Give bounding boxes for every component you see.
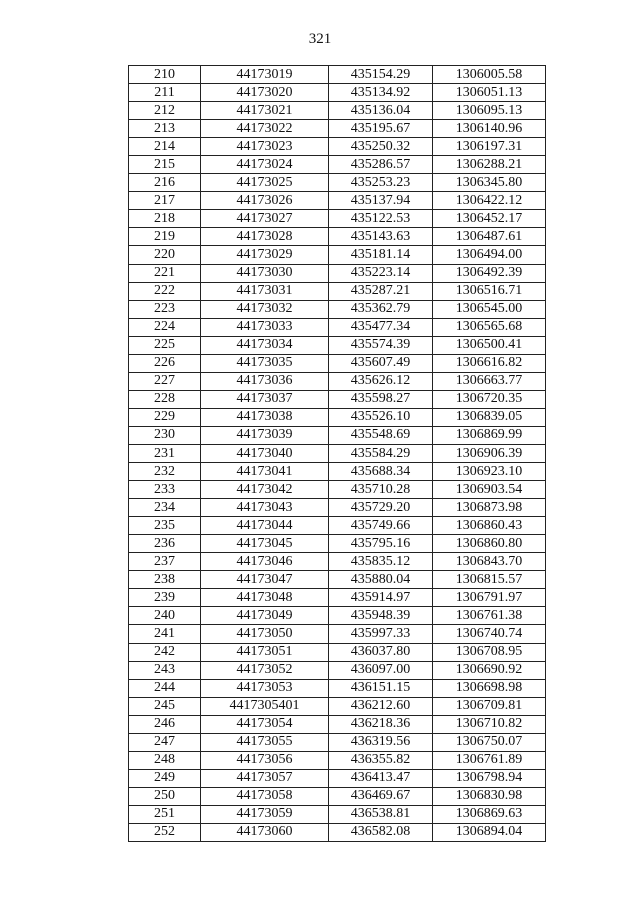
point-number-cell: 234 bbox=[129, 499, 201, 517]
point-id-cell: 44173045 bbox=[201, 535, 329, 553]
y-coordinate-cell: 1306843.70 bbox=[433, 553, 546, 571]
x-coordinate-cell: 435626.12 bbox=[329, 372, 433, 390]
x-coordinate-cell: 435122.53 bbox=[329, 210, 433, 228]
table-row bbox=[129, 679, 546, 697]
table-row bbox=[129, 246, 546, 264]
y-coordinate-cell: 1306815.57 bbox=[433, 571, 546, 589]
table-row bbox=[129, 426, 546, 444]
table-row bbox=[129, 805, 546, 823]
y-coordinate-cell: 1306005.58 bbox=[433, 66, 546, 84]
table-row bbox=[129, 589, 546, 607]
point-number-cell: 248 bbox=[129, 751, 201, 769]
point-number-cell: 211 bbox=[129, 84, 201, 102]
point-number-cell: 224 bbox=[129, 318, 201, 336]
point-number-cell: 250 bbox=[129, 787, 201, 805]
table-row bbox=[129, 643, 546, 661]
page-number: 321 bbox=[308, 31, 332, 47]
y-coordinate-cell: 1306051.13 bbox=[433, 84, 546, 102]
x-coordinate-cell: 435253.23 bbox=[329, 174, 433, 192]
y-coordinate-cell: 1306903.54 bbox=[433, 481, 546, 499]
point-number-cell: 212 bbox=[129, 102, 201, 120]
x-coordinate-cell: 435134.92 bbox=[329, 84, 433, 102]
x-coordinate-cell: 435997.33 bbox=[329, 625, 433, 643]
y-coordinate-cell: 1306860.80 bbox=[433, 535, 546, 553]
y-coordinate-cell: 1306708.95 bbox=[433, 643, 546, 661]
y-coordinate-cell: 1306492.39 bbox=[433, 264, 546, 282]
point-number-cell: 249 bbox=[129, 769, 201, 787]
point-number-cell: 244 bbox=[129, 679, 201, 697]
point-id-cell: 44173052 bbox=[201, 661, 329, 679]
x-coordinate-cell: 435154.29 bbox=[329, 66, 433, 84]
x-coordinate-cell: 435250.32 bbox=[329, 138, 433, 156]
point-number-cell: 221 bbox=[129, 264, 201, 282]
point-number-cell: 242 bbox=[129, 643, 201, 661]
point-number-cell: 245 bbox=[129, 697, 201, 715]
point-id-cell: 44173040 bbox=[201, 444, 329, 462]
y-coordinate-cell: 1306140.96 bbox=[433, 120, 546, 138]
x-coordinate-cell: 435710.28 bbox=[329, 481, 433, 499]
point-number-cell: 210 bbox=[129, 66, 201, 84]
y-coordinate-cell: 1306663.77 bbox=[433, 372, 546, 390]
table-row bbox=[129, 535, 546, 553]
point-id-cell: 44173056 bbox=[201, 751, 329, 769]
y-coordinate-cell: 1306698.98 bbox=[433, 679, 546, 697]
x-coordinate-cell: 435526.10 bbox=[329, 408, 433, 426]
x-coordinate-cell: 435181.14 bbox=[329, 246, 433, 264]
point-number-cell: 228 bbox=[129, 390, 201, 408]
point-id-cell: 44173030 bbox=[201, 264, 329, 282]
y-coordinate-cell: 1306798.94 bbox=[433, 769, 546, 787]
point-id-cell: 44173041 bbox=[201, 463, 329, 481]
point-id-cell: 44173035 bbox=[201, 354, 329, 372]
point-number-cell: 232 bbox=[129, 463, 201, 481]
table-row bbox=[129, 751, 546, 769]
table-row bbox=[129, 156, 546, 174]
table-row bbox=[129, 228, 546, 246]
point-id-cell: 44173034 bbox=[201, 336, 329, 354]
table-row bbox=[129, 138, 546, 156]
x-coordinate-cell: 436218.36 bbox=[329, 715, 433, 733]
y-coordinate-cell: 1306720.35 bbox=[433, 390, 546, 408]
table-row bbox=[129, 553, 546, 571]
point-number-cell: 252 bbox=[129, 823, 201, 841]
point-number-cell: 239 bbox=[129, 589, 201, 607]
x-coordinate-cell: 435287.21 bbox=[329, 282, 433, 300]
x-coordinate-cell: 436212.60 bbox=[329, 697, 433, 715]
point-id-cell: 44173023 bbox=[201, 138, 329, 156]
x-coordinate-cell: 436582.08 bbox=[329, 823, 433, 841]
point-id-cell: 44173033 bbox=[201, 318, 329, 336]
y-coordinate-cell: 1306545.00 bbox=[433, 300, 546, 318]
point-number-cell: 240 bbox=[129, 607, 201, 625]
table-row bbox=[129, 769, 546, 787]
y-coordinate-cell: 1306709.81 bbox=[433, 697, 546, 715]
point-id-cell: 44173019 bbox=[201, 66, 329, 84]
x-coordinate-cell: 436151.15 bbox=[329, 679, 433, 697]
point-id-cell: 44173059 bbox=[201, 805, 329, 823]
x-coordinate-cell: 435477.34 bbox=[329, 318, 433, 336]
table-row bbox=[129, 733, 546, 751]
x-coordinate-cell: 435948.39 bbox=[329, 607, 433, 625]
table-row bbox=[129, 481, 546, 499]
table-row bbox=[129, 192, 546, 210]
point-id-cell: 44173050 bbox=[201, 625, 329, 643]
point-id-cell: 44173051 bbox=[201, 643, 329, 661]
point-id-cell: 44173021 bbox=[201, 102, 329, 120]
point-number-cell: 246 bbox=[129, 715, 201, 733]
y-coordinate-cell: 1306452.17 bbox=[433, 210, 546, 228]
point-id-cell: 44173054 bbox=[201, 715, 329, 733]
table-row bbox=[129, 499, 546, 517]
y-coordinate-cell: 1306740.74 bbox=[433, 625, 546, 643]
y-coordinate-cell: 1306710.82 bbox=[433, 715, 546, 733]
table-row bbox=[129, 390, 546, 408]
table-row bbox=[129, 697, 546, 715]
point-id-cell: 44173048 bbox=[201, 589, 329, 607]
table-row bbox=[129, 84, 546, 102]
point-number-cell: 235 bbox=[129, 517, 201, 535]
point-number-cell: 219 bbox=[129, 228, 201, 246]
y-coordinate-cell: 1306894.04 bbox=[433, 823, 546, 841]
y-coordinate-cell: 1306791.97 bbox=[433, 589, 546, 607]
table-row bbox=[129, 354, 546, 372]
table-body bbox=[129, 66, 546, 842]
point-id-cell: 44173027 bbox=[201, 210, 329, 228]
point-id-cell: 44173053 bbox=[201, 679, 329, 697]
y-coordinate-cell: 1306288.21 bbox=[433, 156, 546, 174]
point-number-cell: 222 bbox=[129, 282, 201, 300]
table-row bbox=[129, 571, 546, 589]
point-id-cell: 44173055 bbox=[201, 733, 329, 751]
point-number-cell: 238 bbox=[129, 571, 201, 589]
x-coordinate-cell: 435598.27 bbox=[329, 390, 433, 408]
point-id-cell: 44173042 bbox=[201, 481, 329, 499]
point-number-cell: 231 bbox=[129, 444, 201, 462]
point-id-cell: 44173026 bbox=[201, 192, 329, 210]
point-number-cell: 243 bbox=[129, 661, 201, 679]
y-coordinate-cell: 1306761.89 bbox=[433, 751, 546, 769]
point-number-cell: 213 bbox=[129, 120, 201, 138]
point-number-cell: 226 bbox=[129, 354, 201, 372]
x-coordinate-cell: 435584.29 bbox=[329, 444, 433, 462]
point-number-cell: 215 bbox=[129, 156, 201, 174]
table-row bbox=[129, 607, 546, 625]
y-coordinate-cell: 1306616.82 bbox=[433, 354, 546, 372]
table-row bbox=[129, 336, 546, 354]
point-id-cell: 44173057 bbox=[201, 769, 329, 787]
y-coordinate-cell: 1306906.39 bbox=[433, 444, 546, 462]
y-coordinate-cell: 1306197.31 bbox=[433, 138, 546, 156]
point-id-cell: 4417305401 bbox=[201, 697, 329, 715]
x-coordinate-cell: 435286.57 bbox=[329, 156, 433, 174]
x-coordinate-cell: 436037.80 bbox=[329, 643, 433, 661]
point-id-cell: 44173024 bbox=[201, 156, 329, 174]
y-coordinate-cell: 1306095.13 bbox=[433, 102, 546, 120]
point-id-cell: 44173043 bbox=[201, 499, 329, 517]
table-row bbox=[129, 408, 546, 426]
point-id-cell: 44173049 bbox=[201, 607, 329, 625]
point-number-cell: 214 bbox=[129, 138, 201, 156]
x-coordinate-cell: 435195.67 bbox=[329, 120, 433, 138]
x-coordinate-cell: 435795.16 bbox=[329, 535, 433, 553]
table-row bbox=[129, 102, 546, 120]
x-coordinate-cell: 435136.04 bbox=[329, 102, 433, 120]
point-id-cell: 44173029 bbox=[201, 246, 329, 264]
y-coordinate-cell: 1306494.00 bbox=[433, 246, 546, 264]
table-row bbox=[129, 174, 546, 192]
point-number-cell: 236 bbox=[129, 535, 201, 553]
table-row bbox=[129, 625, 546, 643]
point-id-cell: 44173046 bbox=[201, 553, 329, 571]
point-number-cell: 220 bbox=[129, 246, 201, 264]
point-id-cell: 44173038 bbox=[201, 408, 329, 426]
table-row bbox=[129, 282, 546, 300]
x-coordinate-cell: 435729.20 bbox=[329, 499, 433, 517]
y-coordinate-cell: 1306516.71 bbox=[433, 282, 546, 300]
x-coordinate-cell: 435914.97 bbox=[329, 589, 433, 607]
point-number-cell: 247 bbox=[129, 733, 201, 751]
coordinates-table bbox=[128, 65, 546, 842]
point-number-cell: 233 bbox=[129, 481, 201, 499]
y-coordinate-cell: 1306923.10 bbox=[433, 463, 546, 481]
y-coordinate-cell: 1306839.05 bbox=[433, 408, 546, 426]
point-number-cell: 229 bbox=[129, 408, 201, 426]
table-row bbox=[129, 66, 546, 84]
table-row bbox=[129, 210, 546, 228]
x-coordinate-cell: 435835.12 bbox=[329, 553, 433, 571]
x-coordinate-cell: 435688.34 bbox=[329, 463, 433, 481]
x-coordinate-cell: 435143.63 bbox=[329, 228, 433, 246]
y-coordinate-cell: 1306860.43 bbox=[433, 517, 546, 535]
y-coordinate-cell: 1306500.41 bbox=[433, 336, 546, 354]
point-id-cell: 44173037 bbox=[201, 390, 329, 408]
point-number-cell: 230 bbox=[129, 426, 201, 444]
point-id-cell: 44173044 bbox=[201, 517, 329, 535]
x-coordinate-cell: 435223.14 bbox=[329, 264, 433, 282]
y-coordinate-cell: 1306565.68 bbox=[433, 318, 546, 336]
point-number-cell: 216 bbox=[129, 174, 201, 192]
point-id-cell: 44173022 bbox=[201, 120, 329, 138]
point-number-cell: 217 bbox=[129, 192, 201, 210]
x-coordinate-cell: 435574.39 bbox=[329, 336, 433, 354]
point-number-cell: 251 bbox=[129, 805, 201, 823]
table-row bbox=[129, 715, 546, 733]
y-coordinate-cell: 1306830.98 bbox=[433, 787, 546, 805]
point-number-cell: 223 bbox=[129, 300, 201, 318]
point-id-cell: 44173032 bbox=[201, 300, 329, 318]
table-row bbox=[129, 517, 546, 535]
point-id-cell: 44173058 bbox=[201, 787, 329, 805]
x-coordinate-cell: 435362.79 bbox=[329, 300, 433, 318]
x-coordinate-cell: 435880.04 bbox=[329, 571, 433, 589]
table-row bbox=[129, 264, 546, 282]
table-row bbox=[129, 463, 546, 481]
y-coordinate-cell: 1306761.38 bbox=[433, 607, 546, 625]
x-coordinate-cell: 435607.49 bbox=[329, 354, 433, 372]
y-coordinate-cell: 1306873.98 bbox=[433, 499, 546, 517]
point-number-cell: 218 bbox=[129, 210, 201, 228]
x-coordinate-cell: 435137.94 bbox=[329, 192, 433, 210]
point-number-cell: 227 bbox=[129, 372, 201, 390]
point-id-cell: 44173031 bbox=[201, 282, 329, 300]
point-number-cell: 241 bbox=[129, 625, 201, 643]
x-coordinate-cell: 435749.66 bbox=[329, 517, 433, 535]
point-id-cell: 44173036 bbox=[201, 372, 329, 390]
point-id-cell: 44173028 bbox=[201, 228, 329, 246]
table-row bbox=[129, 444, 546, 462]
x-coordinate-cell: 436538.81 bbox=[329, 805, 433, 823]
table-row bbox=[129, 300, 546, 318]
y-coordinate-cell: 1306345.80 bbox=[433, 174, 546, 192]
table-row bbox=[129, 120, 546, 138]
y-coordinate-cell: 1306869.99 bbox=[433, 426, 546, 444]
point-id-cell: 44173020 bbox=[201, 84, 329, 102]
x-coordinate-cell: 436355.82 bbox=[329, 751, 433, 769]
table-row bbox=[129, 787, 546, 805]
point-number-cell: 237 bbox=[129, 553, 201, 571]
point-id-cell: 44173025 bbox=[201, 174, 329, 192]
x-coordinate-cell: 436469.67 bbox=[329, 787, 433, 805]
point-id-cell: 44173047 bbox=[201, 571, 329, 589]
point-id-cell: 44173060 bbox=[201, 823, 329, 841]
y-coordinate-cell: 1306487.61 bbox=[433, 228, 546, 246]
x-coordinate-cell: 435548.69 bbox=[329, 426, 433, 444]
x-coordinate-cell: 436097.00 bbox=[329, 661, 433, 679]
y-coordinate-cell: 1306690.92 bbox=[433, 661, 546, 679]
table-row bbox=[129, 661, 546, 679]
x-coordinate-cell: 436413.47 bbox=[329, 769, 433, 787]
point-number-cell: 225 bbox=[129, 336, 201, 354]
table-row bbox=[129, 372, 546, 390]
y-coordinate-cell: 1306422.12 bbox=[433, 192, 546, 210]
table-row bbox=[129, 823, 546, 841]
table-row bbox=[129, 318, 546, 336]
y-coordinate-cell: 1306869.63 bbox=[433, 805, 546, 823]
y-coordinate-cell: 1306750.07 bbox=[433, 733, 546, 751]
point-id-cell: 44173039 bbox=[201, 426, 329, 444]
x-coordinate-cell: 436319.56 bbox=[329, 733, 433, 751]
